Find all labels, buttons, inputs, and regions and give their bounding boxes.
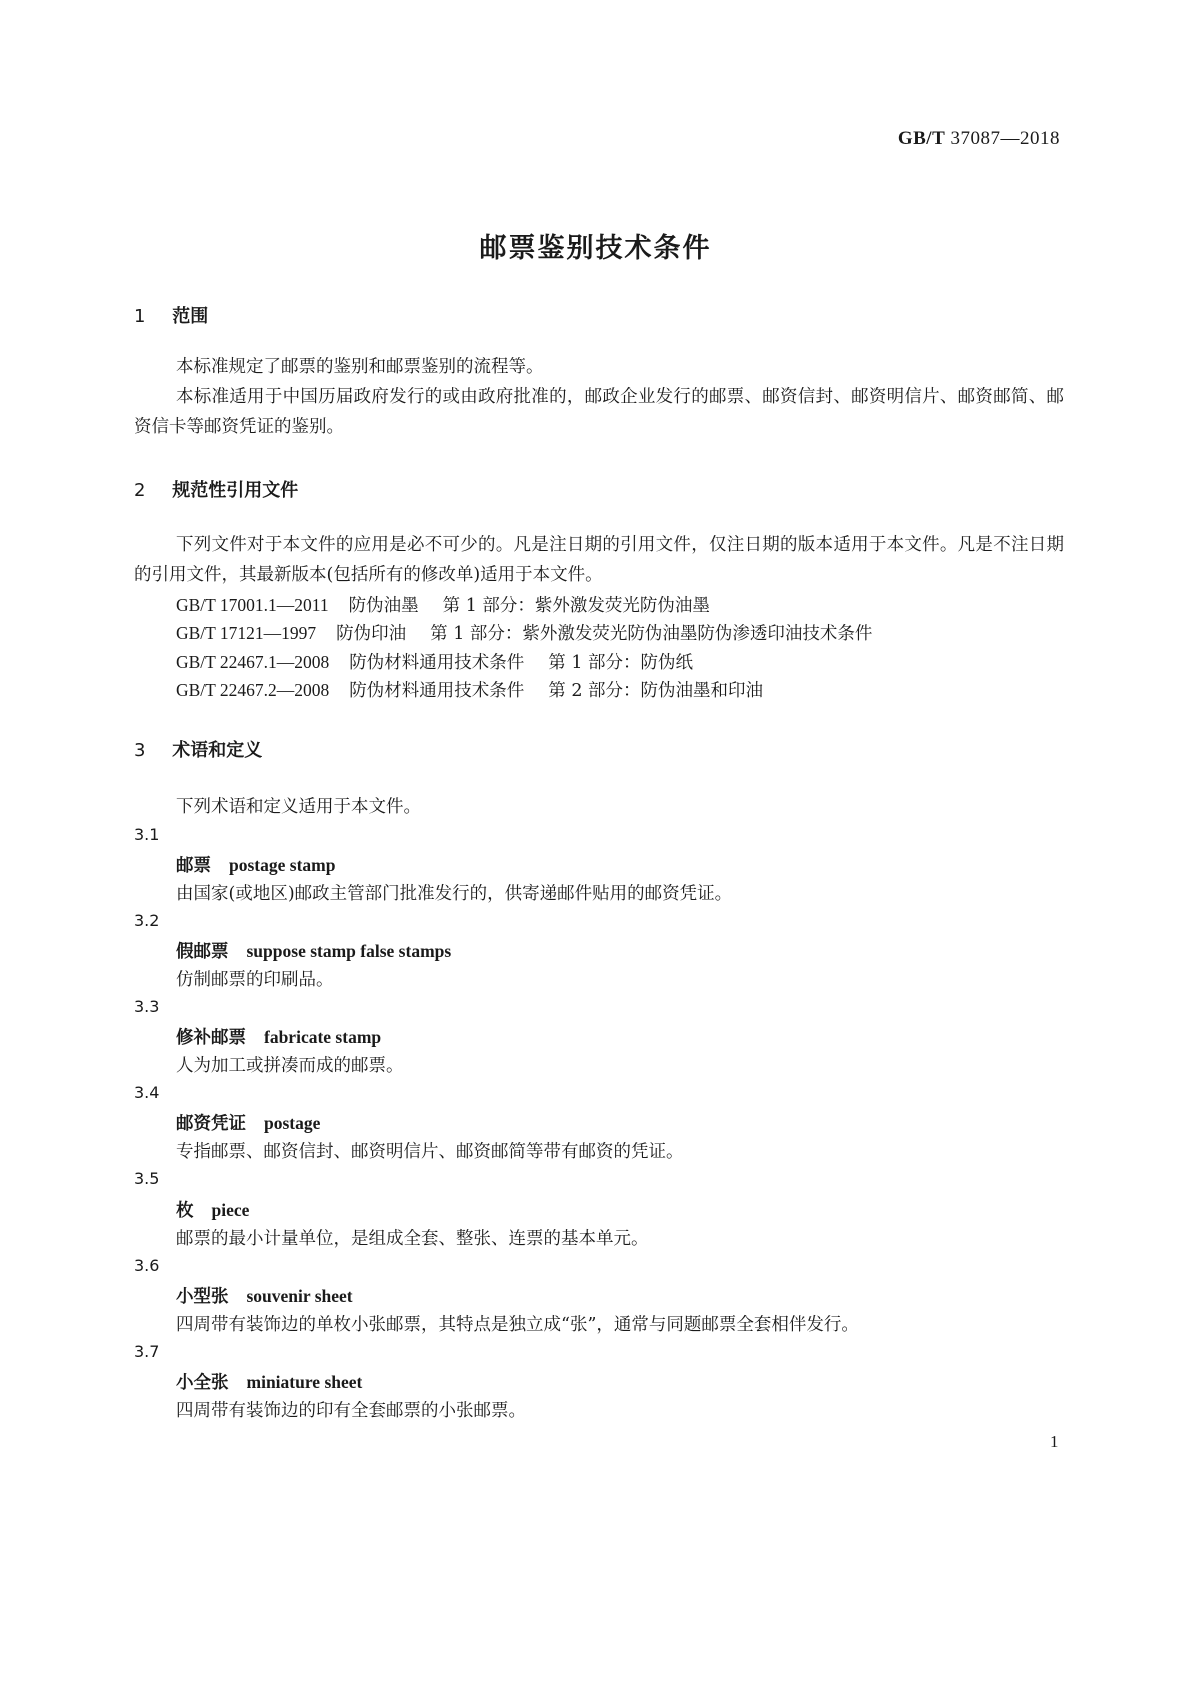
- paragraph: 本标准规定了邮票的鉴别和邮票鉴别的流程等。: [176, 357, 544, 377]
- reference-code: GB/T 22467.1—2008: [176, 652, 330, 672]
- document-title: 邮票鉴别技术条件: [479, 233, 712, 264]
- paragraph: 本标准适用于中国历届政府发行的或由政府批准的，邮政企业发行的邮票、邮资信封、邮资明信片、邮资邮简、邮资信卡等邮资凭证的鉴别。: [134, 387, 1064, 437]
- reference-part: 第 1 部分：紫外激发荧光防伪油墨: [442, 596, 710, 616]
- term-number: 3.1: [134, 825, 160, 844]
- reference-code: GB/T 22467.2—2008: [176, 680, 330, 700]
- term-number: 3.6: [134, 1256, 160, 1275]
- page-number: 1: [1050, 1432, 1059, 1451]
- section-2-heading: [134, 476, 298, 502]
- term-number: 3.3: [134, 997, 160, 1016]
- reference-title: 防伪材料通用技术条件: [349, 653, 525, 673]
- term-number: 3.5: [134, 1169, 160, 1188]
- reference-item: [176, 677, 763, 702]
- term-heading: [176, 852, 335, 877]
- reference-item: [176, 620, 872, 645]
- reference-title: 防伪油墨: [348, 596, 419, 616]
- term-zh: 小型张: [176, 1287, 229, 1307]
- reference-part: 第 1 部分：紫外激发荧光防伪油墨防伪渗透印油技术条件: [430, 624, 873, 644]
- term-zh: 枚: [176, 1201, 194, 1221]
- standard-prefix: GB/T: [897, 128, 946, 149]
- term-en: postage: [264, 1113, 321, 1133]
- term-heading: [176, 1110, 320, 1135]
- term-heading: [176, 1283, 353, 1308]
- standard-code: [880, 128, 1060, 150]
- reference-item: [176, 592, 710, 617]
- reference-code: GB/T 17121—1997: [176, 623, 317, 643]
- reference-title: 防伪材料通用技术条件: [349, 681, 525, 701]
- term-definition: 由国家(或地区)邮政主管部门批准发行的，供寄递邮件贴用的邮资凭证。: [176, 884, 733, 904]
- section-number: 3: [134, 740, 146, 761]
- reference-part: 第 1 部分：防伪纸: [548, 653, 694, 673]
- term-en: miniature sheet: [246, 1372, 363, 1392]
- section-1-heading: [134, 302, 208, 328]
- term-definition: 四周带有装饰边的印有全套邮票的小张邮票。: [176, 1401, 526, 1421]
- section-3-heading: [134, 736, 262, 762]
- term-en: postage stamp: [229, 855, 336, 875]
- paragraph: 下列术语和定义适用于本文件。: [176, 797, 421, 817]
- term-definition: 人为加工或拼凑而成的邮票。: [176, 1056, 404, 1076]
- standard-number: 37087—2018: [950, 128, 1060, 149]
- reference-item: [176, 649, 693, 674]
- term-number: 3.7: [134, 1342, 160, 1361]
- term-en: fabricate stamp: [264, 1027, 382, 1047]
- term-en: suppose stamp false stamps: [246, 941, 452, 961]
- section-number: 2: [134, 480, 146, 501]
- term-heading: [176, 1024, 381, 1049]
- term-en: souvenir sheet: [246, 1286, 353, 1306]
- reference-part: 第 2 部分：防伪油墨和印油: [548, 681, 764, 701]
- reference-code: GB/T 17001.1—2011: [176, 595, 329, 615]
- term-number: 3.2: [134, 911, 160, 930]
- term-heading: [176, 1369, 362, 1394]
- section-title: 术语和定义: [172, 740, 263, 761]
- term-zh: 邮票: [176, 856, 211, 876]
- section-title: 规范性引用文件: [172, 480, 299, 501]
- term-definition: 专指邮票、邮资信封、邮资明信片、邮资邮简等带有邮资的凭证。: [176, 1142, 684, 1162]
- term-en: piece: [211, 1200, 250, 1220]
- term-zh: 假邮票: [176, 942, 229, 962]
- term-zh: 小全张: [176, 1373, 229, 1393]
- term-zh: 邮资凭证: [176, 1114, 246, 1134]
- term-definition: 仿制邮票的印刷品。: [176, 970, 334, 990]
- paragraph: 下列文件对于本文件的应用是必不可少的。凡是注日期的引用文件，仅注日期的版本适用于本文件。凡是不注日期的引用文件，其最新版本(包括所有的修改单)适用于本文件。: [134, 535, 1064, 585]
- term-definition: 四周带有装饰边的单枚小张邮票，其特点是独立成“张”，通常与同题邮票全套相伴发行。: [176, 1315, 859, 1335]
- term-zh: 修补邮票: [176, 1028, 246, 1048]
- term-heading: [176, 1197, 249, 1222]
- section-number: 1: [134, 306, 146, 327]
- section-title: 范围: [172, 306, 209, 327]
- term-heading: [176, 938, 451, 963]
- term-number: 3.4: [134, 1083, 160, 1102]
- term-definition: 邮票的最小计量单位，是组成全套、整张、连票的基本单元。: [176, 1229, 649, 1249]
- reference-title: 防伪印油: [336, 624, 407, 644]
